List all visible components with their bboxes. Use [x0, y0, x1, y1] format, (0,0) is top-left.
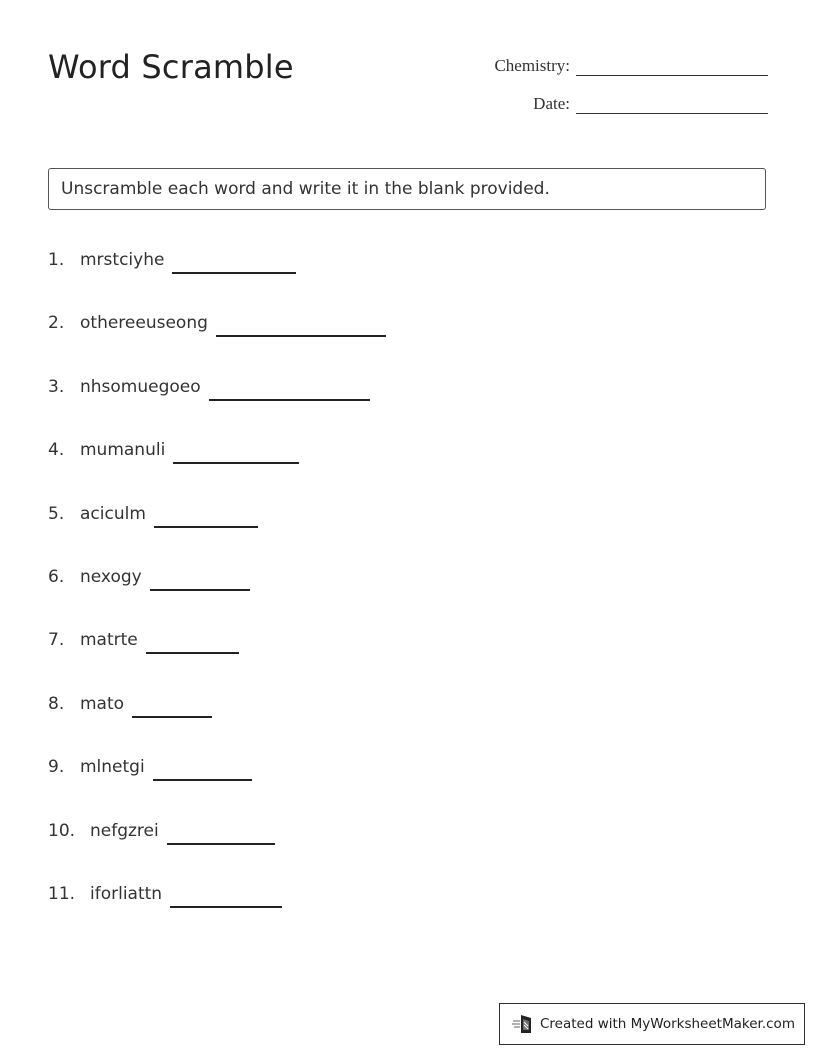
question-item [48, 757, 386, 820]
question-item [48, 504, 386, 567]
question-item [48, 567, 386, 630]
question-item [48, 821, 386, 884]
answer-blank[interactable] [172, 250, 296, 274]
question-item [48, 630, 386, 693]
date-field[interactable] [494, 90, 768, 114]
chemistry-blank[interactable] [576, 74, 768, 76]
scrambled-word: othereeuseong [80, 313, 208, 334]
scrambled-word: mlnetgi [80, 757, 145, 778]
scrambled-word: mato [80, 693, 125, 714]
answer-blank[interactable] [209, 377, 370, 401]
question-number: 2. [48, 313, 65, 334]
question-number: 8. [48, 693, 65, 714]
scrambled-word: mumanuli [80, 440, 166, 461]
question-number: 7. [48, 630, 65, 651]
scrambled-word: nhsomuegoeo [80, 376, 201, 397]
answer-blank[interactable] [167, 821, 275, 845]
question-item [48, 250, 386, 313]
chemistry-label: Chemistry: [494, 56, 570, 75]
worksheet-maker-logo-icon [512, 1013, 534, 1035]
answer-blank[interactable] [146, 630, 239, 654]
scrambled-word: nefgzrei [90, 820, 159, 841]
question-item [48, 377, 386, 440]
question-number: 6. [48, 566, 65, 587]
answer-blank[interactable] [170, 884, 282, 908]
answer-blank[interactable] [216, 313, 386, 337]
question-item [48, 313, 386, 376]
question-item [48, 440, 386, 503]
question-number: 5. [48, 503, 65, 524]
scrambled-word: nexogy [80, 566, 142, 587]
question-item [48, 694, 386, 757]
scrambled-word: matrte [80, 630, 138, 651]
date-label: Date: [533, 94, 570, 113]
instructions-box: Unscramble each word and write it in the blank provided. [48, 168, 766, 210]
page-title: Word Scramble [48, 48, 294, 86]
scrambled-word: iforliattn [90, 883, 163, 904]
date-blank[interactable] [576, 112, 768, 114]
answer-blank[interactable] [154, 504, 258, 528]
scrambled-word: aciculm [80, 503, 146, 524]
answer-blank[interactable] [173, 440, 299, 464]
question-list [48, 250, 386, 947]
question-number: 9. [48, 757, 65, 778]
answer-blank[interactable] [150, 567, 250, 591]
footer-text: Created with MyWorksheetMaker.com [540, 1016, 795, 1032]
question-number: 11. [48, 883, 76, 904]
header-fields [494, 52, 768, 128]
footer-badge[interactable] [499, 1003, 805, 1045]
answer-blank[interactable] [153, 757, 252, 781]
scrambled-word: mrstciyhe [80, 250, 165, 270]
question-number: 10. [48, 820, 76, 841]
question-number: 4. [48, 440, 65, 461]
answer-blank[interactable] [132, 694, 212, 718]
chemistry-field[interactable] [494, 52, 768, 76]
question-number: 1. [48, 250, 65, 270]
question-item [48, 884, 386, 947]
question-number: 3. [48, 376, 65, 397]
